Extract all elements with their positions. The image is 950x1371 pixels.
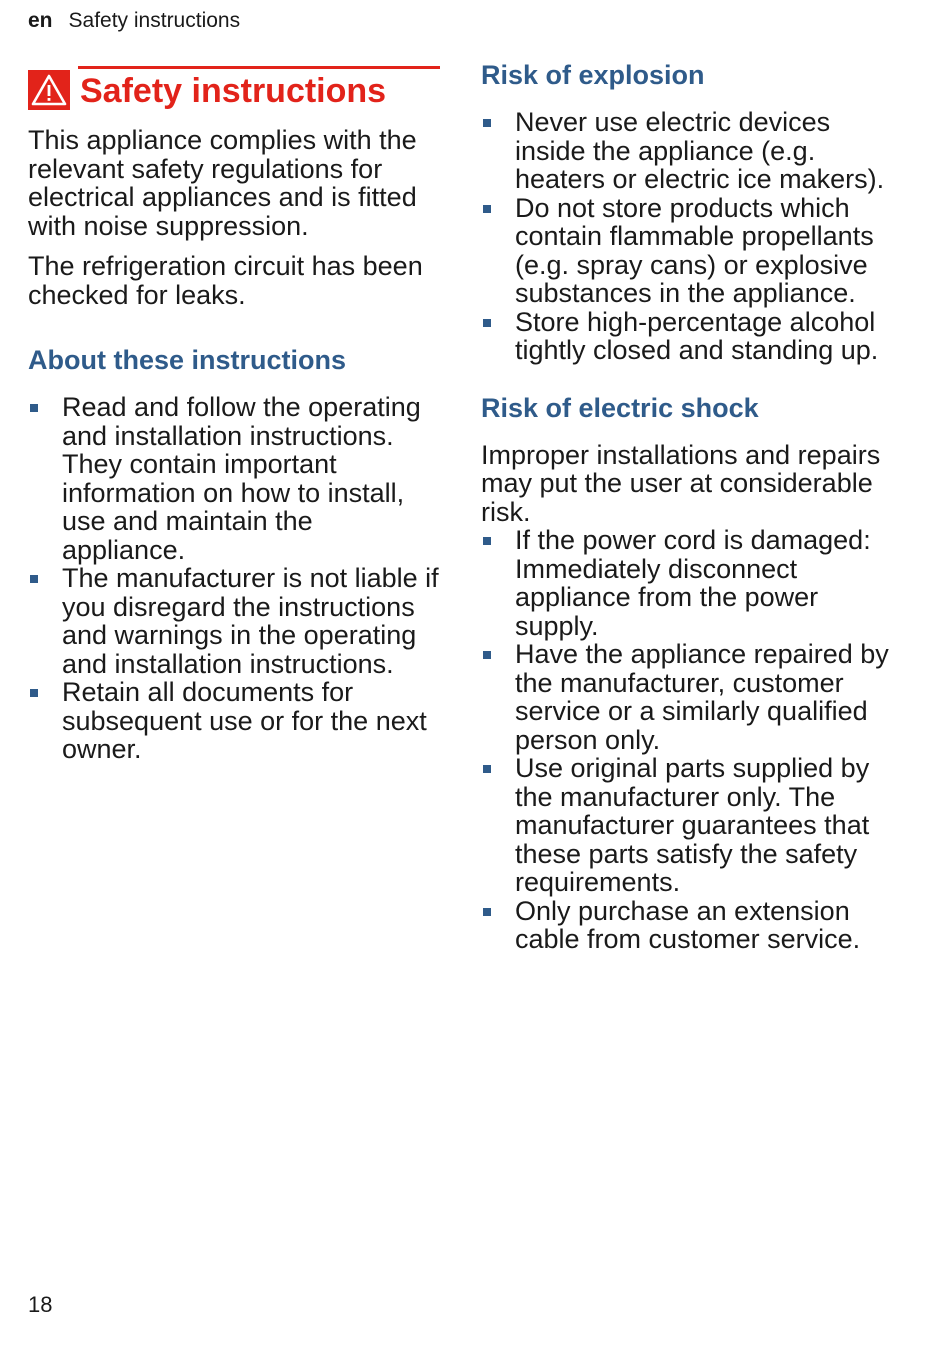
bullet-square-icon <box>483 765 491 773</box>
list-item: Never use electric devices inside the appliance (e.g. heaters or electric ice makers). <box>481 108 901 194</box>
list-item: Use original parts supplied by the manufacturer only. The manufacturer guarantees that these parts satisfy the safety requirements. <box>481 754 901 897</box>
about-list <box>28 393 440 764</box>
warning-triangle-icon <box>28 70 70 110</box>
list-item: The manufacturer is not liable if you disregard the instructions and warnings in the operating and installation instructions. <box>28 564 440 678</box>
intro-paragraph: The refrigeration circuit has been checked for leaks. <box>28 251 423 310</box>
list-item: Read and follow the operating and installation instructions. They contain important information on how to install, use and maintain the appliance. <box>28 393 440 564</box>
bullet-square-icon <box>30 689 38 697</box>
language-code: en <box>28 9 53 32</box>
bullet-square-icon <box>483 205 491 213</box>
bullet-square-icon <box>483 908 491 916</box>
right-column <box>481 58 901 954</box>
explosion-list <box>481 108 901 365</box>
page-number: 18 <box>28 1292 53 1317</box>
left-column <box>28 60 440 764</box>
page-header <box>28 8 240 34</box>
section-heading-explosion: Risk of explosion <box>481 60 705 90</box>
section-heading-shock: Risk of electric shock <box>481 392 759 423</box>
title-block <box>28 60 440 118</box>
list-item: Retain all documents for subsequent use or for the next owner. <box>28 678 440 764</box>
shock-list <box>481 526 901 954</box>
bullet-square-icon <box>483 651 491 659</box>
list-item: Only purchase an extension cable from customer service. <box>481 897 901 954</box>
section-heading-about: About these instructions <box>28 345 347 375</box>
bullet-square-icon <box>483 537 491 545</box>
page-title: Safety instructions <box>80 72 387 110</box>
header-section-title: Safety instructions <box>68 9 241 32</box>
bullet-square-icon <box>30 404 38 412</box>
bullet-square-icon <box>483 119 491 127</box>
intro-paragraph: This appliance complies with the relevant safety regulations for electrical appliances and is fitted with noise suppression. <box>28 125 417 241</box>
bullet-square-icon <box>30 575 38 583</box>
list-item: Store high-percentage alcohol tightly closed and standing up. <box>481 308 901 365</box>
list-item: Do not store products which contain flammable propellants (e.g. spray cans) or explosive substances in the appliance. <box>481 194 901 308</box>
title-rule <box>78 66 440 69</box>
shock-intro: Improper installations and repairs may put the user at considerable risk. <box>481 439 881 527</box>
bullet-square-icon <box>483 319 491 327</box>
list-item: If the power cord is damaged: Immediately disconnect appliance from the power supply. <box>481 526 901 640</box>
list-item: Have the appliance repaired by the manufacturer, customer service or a similarly qualified person only. <box>481 640 901 754</box>
